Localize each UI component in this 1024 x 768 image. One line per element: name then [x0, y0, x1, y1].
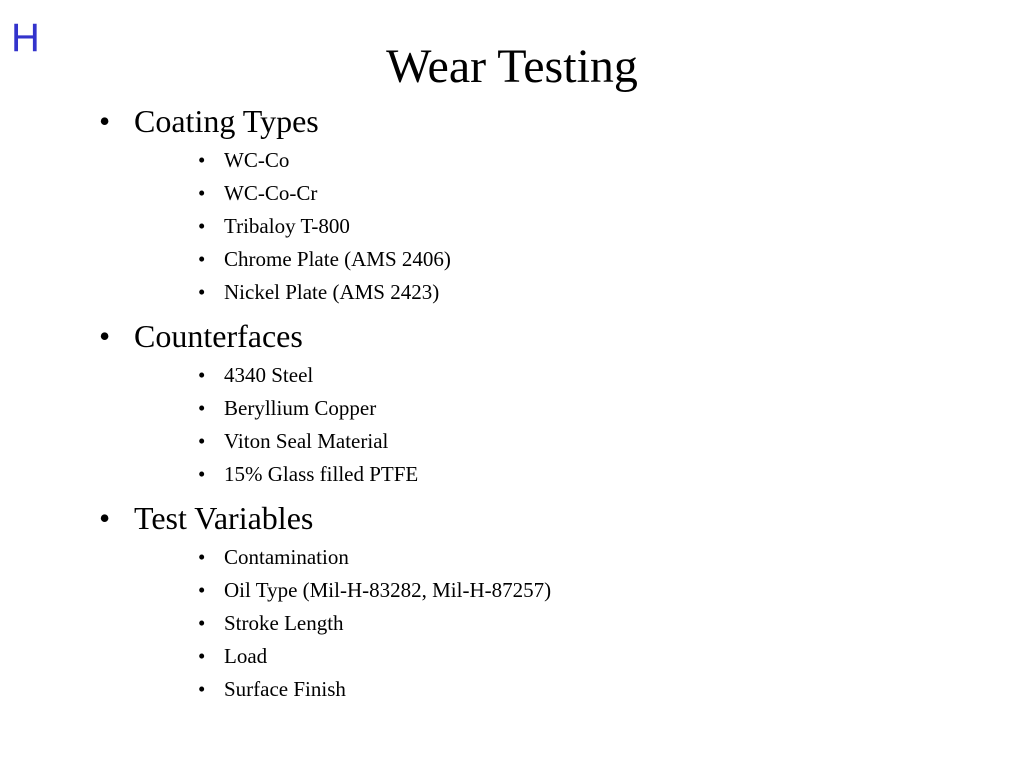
list-item — [198, 458, 979, 491]
section-counterfaces — [99, 317, 979, 491]
corner-logo-mark: H — [11, 16, 40, 60]
sub-bullet-list — [99, 541, 979, 706]
list-item-text: 4340 Steel — [224, 363, 314, 387]
list-item-text: Nickel Plate (AMS 2423) — [224, 280, 440, 304]
list-item-text: Viton Seal Material — [224, 429, 389, 453]
list-item-text: Oil Type (Mil-H-83282, Mil-H-87257) — [224, 578, 552, 602]
bullet-icon: • — [198, 148, 206, 172]
bullet-icon: • — [198, 429, 206, 453]
list-item-text: Stroke Length — [224, 611, 344, 635]
bullet-icon: • — [198, 462, 206, 486]
list-item-text: Tribaloy T-800 — [224, 214, 350, 238]
list-item-text: Load — [224, 644, 268, 668]
list-item — [198, 359, 979, 392]
bullet-icon: • — [198, 247, 206, 271]
bullet-icon: • — [99, 318, 111, 354]
bullet-icon: • — [198, 280, 206, 304]
bullet-icon: • — [198, 644, 206, 668]
bullet-list — [99, 102, 979, 706]
list-item-text: Surface Finish — [224, 677, 346, 701]
section-test-variables — [99, 499, 979, 706]
list-item — [198, 425, 979, 458]
bullet-icon: • — [99, 500, 111, 536]
bullet-heading — [99, 102, 979, 140]
list-item — [198, 144, 979, 177]
sub-bullet-list — [99, 359, 979, 491]
list-item-text: Contamination — [224, 545, 349, 569]
list-item — [198, 177, 979, 210]
bullet-icon: • — [198, 611, 206, 635]
bullet-icon: • — [198, 545, 206, 569]
bullet-icon: • — [198, 677, 206, 701]
list-item — [198, 210, 979, 243]
bullet-icon: • — [198, 396, 206, 420]
list-item — [198, 276, 979, 309]
bullet-icon: • — [99, 103, 111, 139]
list-item-text: Beryllium Copper — [224, 396, 377, 420]
bullet-icon: • — [198, 214, 206, 238]
slide-title: Wear Testing — [386, 40, 638, 93]
section-heading: Coating Types — [134, 103, 319, 139]
list-item — [198, 392, 979, 425]
list-item-text: 15% Glass filled PTFE — [224, 462, 419, 486]
list-item — [198, 673, 979, 706]
bullet-icon: • — [198, 363, 206, 387]
section-coating-types — [99, 102, 979, 309]
bullet-heading — [99, 317, 979, 355]
list-item-text: Chrome Plate (AMS 2406) — [224, 247, 451, 271]
list-item — [198, 607, 979, 640]
list-item-text: WC-Co — [224, 148, 290, 172]
bullet-heading — [99, 499, 979, 537]
sub-bullet-list — [99, 144, 979, 309]
list-item-text: WC-Co-Cr — [224, 181, 318, 205]
section-heading: Test Variables — [134, 500, 314, 536]
bullet-icon: • — [198, 181, 206, 205]
section-heading: Counterfaces — [134, 318, 303, 354]
list-item — [198, 541, 979, 574]
list-item — [198, 574, 979, 607]
list-item — [198, 243, 979, 276]
bullet-icon: • — [198, 578, 206, 602]
list-item — [198, 640, 979, 673]
